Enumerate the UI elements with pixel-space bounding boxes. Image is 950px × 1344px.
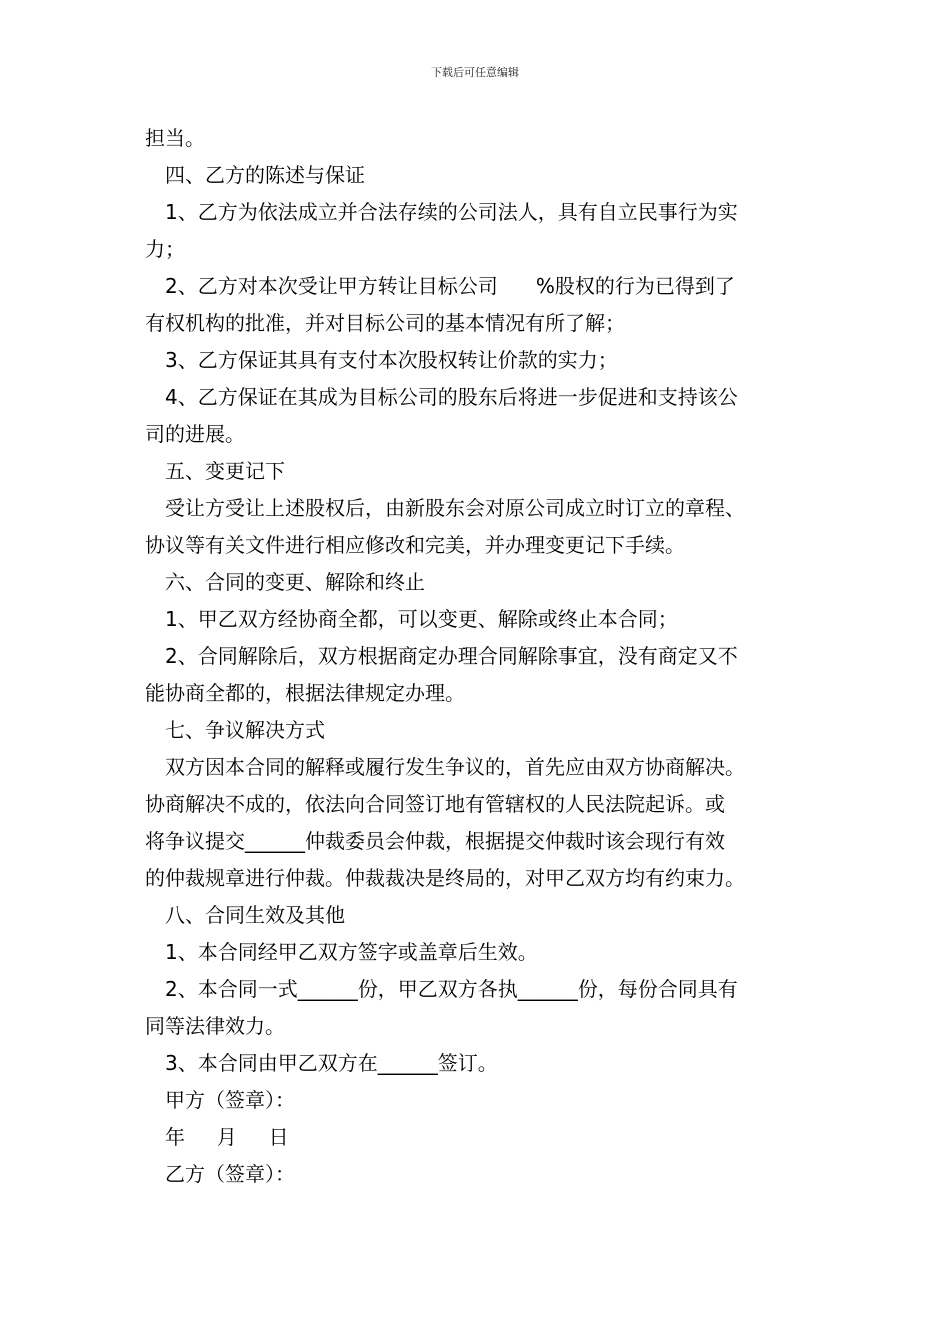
text-line: 协商解决不成的，依法向合同签订地有管辖权的人民法院起诉。或: [145, 792, 725, 816]
text-line: 司的进展。: [145, 422, 245, 446]
text-line: 3、乙方保证其具有支付本次股权转让价款的实力；: [165, 348, 618, 372]
text-line: 五、变更记下: [165, 459, 285, 483]
text-line: 担当。: [145, 126, 205, 150]
text-line: 协议等有关文件进行相应修改和完美，并办理变更记下手续。: [145, 533, 685, 557]
text-line: 1、乙方为依法成立并合法存续的公司法人，具有自立民事行为实: [165, 200, 738, 224]
text-line: 3、本合同由甲乙双方在______签订。: [165, 1051, 498, 1075]
text-line: 1、本合同经甲乙双方签字或盖章后生效。: [165, 940, 538, 964]
text-line: 的仲裁规章进行仲裁。仲裁裁决是终局的，对甲乙双方均有约束力。: [145, 866, 745, 890]
text-line: 1、甲乙双方经协商全都，可以变更、解除或终止本合同；: [165, 607, 678, 631]
text-line: 4、乙方保证在其成为目标公司的股东后将进一步促进和支持该公: [165, 385, 738, 409]
document-body: [145, 120, 825, 1193]
text-line: 甲方（签章）：: [165, 1088, 295, 1112]
text-line: 将争议提交______仲裁委员会仲裁，根据提交仲裁时该会现行有效: [145, 829, 725, 853]
text-line: 年 月 日: [165, 1125, 289, 1149]
text-line: 能协商全都的，根据法律规定办理。: [145, 681, 465, 705]
text-line: 2、本合同一式______份，甲乙双方各执______份，每份合同具有: [165, 977, 738, 1001]
text-line: 乙方（签章）：: [165, 1162, 295, 1186]
text-line: 2、乙方对本次受让甲方转让目标公司 %股权的行为已得到了: [165, 274, 735, 298]
text-line: 六、合同的变更、解除和终止: [165, 570, 425, 594]
text-line: 受让方受让上述股权后，由新股东会对原公司成立时订立的章程、: [165, 496, 745, 520]
text-line: 四、乙方的陈述与保证: [165, 163, 365, 187]
text-line: 同等法律效力。: [145, 1014, 285, 1038]
text-line: 双方因本合同的解释或履行发生争议的，首先应由双方协商解决。: [165, 755, 745, 779]
text-line: 八、合同生效及其他: [165, 903, 345, 927]
text-line: 有权机构的批准，并对目标公司的基本情况有所了解；: [145, 311, 625, 335]
text-line: 力；: [145, 237, 185, 261]
text-line: 七、争议解决方式: [165, 718, 325, 742]
page-header-note: 下载后可任意编辑: [431, 66, 519, 79]
text-line: 2、合同解除后，双方根据商定办理合同解除事宜，没有商定又不: [165, 644, 738, 668]
